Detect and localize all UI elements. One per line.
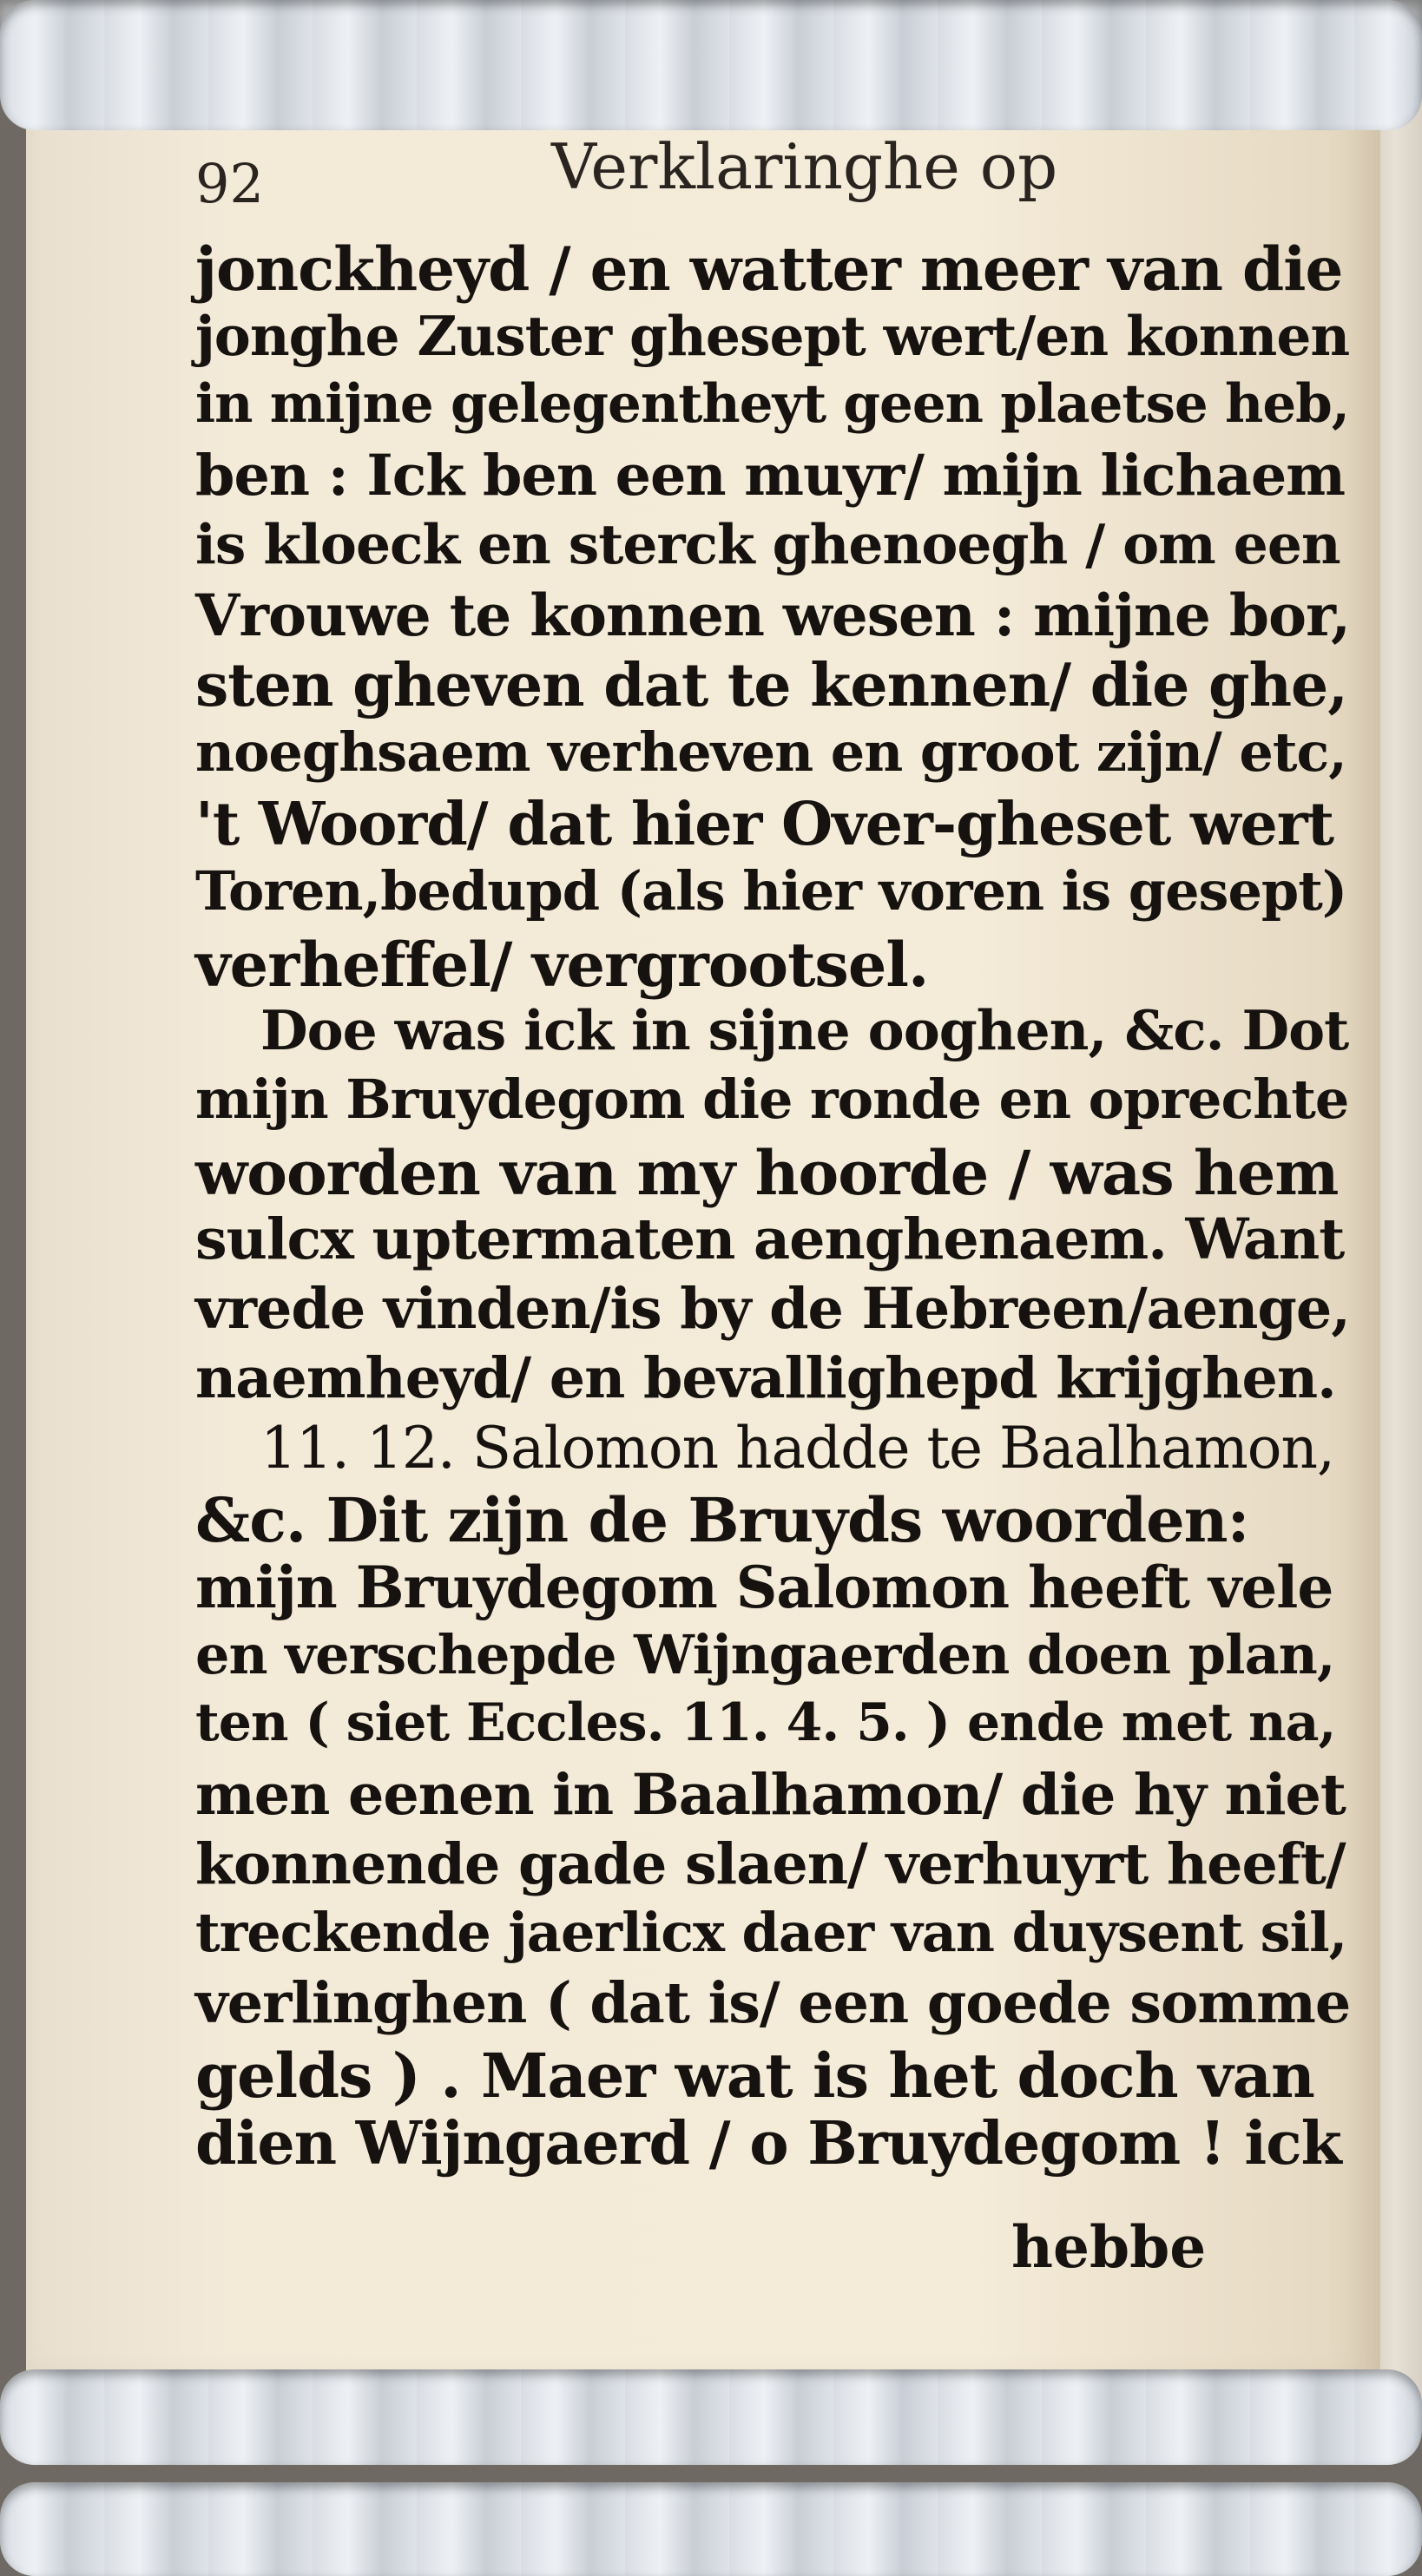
text-line: jonghe Zuster ghesept wert/en konnen (195, 304, 1350, 368)
text-line: sulcx uptermaten aenghenaem. Want (195, 1206, 1345, 1272)
text-line: naemheyd/ en bevallighepd krijghen. (195, 1345, 1336, 1411)
text-line: verlinghen ( dat is/ een goede somme (195, 1970, 1351, 2036)
text-line: woorden van my hoorde / was hem (195, 1137, 1339, 1209)
text-line: treckende jaerlicx daer van duysent sil, (195, 1901, 1347, 1964)
catchword: hebbe (1011, 2213, 1207, 2281)
text-line: sten gheven dat te kennen/ die ghe, (195, 651, 1347, 720)
text-line: verheffel/ vergrootsel. (195, 929, 929, 1001)
running-title: Verklaringhe op (551, 130, 1058, 203)
text-line: dien Wijngaerd / o Bruydegom ! ick (195, 2109, 1341, 2178)
text-line: 't Woord/ dat hier Over-gheset wert (195, 790, 1334, 859)
text-line: jonckheyd / en watter meer van die (195, 234, 1343, 305)
text-line: in mijne gelegentheyt geen plaetse heb, (195, 373, 1350, 435)
text-line: &c. Dit zijn de Bruyds woorden: (195, 1484, 1249, 1556)
text-line: ten ( siet Eccles. 11. 4. 5. ) ende met na, (195, 1692, 1336, 1753)
binding-cord-bottom (0, 2369, 1422, 2465)
text-line: gelds ) . Maer wat is het doch van (195, 2040, 1314, 2112)
page-header (195, 126, 1341, 221)
text-line: 11. 12. Salomon hadde te Baalhamon, (260, 1415, 1335, 1482)
text-line: Doe was ick in sijne ooghen, &c. Dot (260, 998, 1349, 1062)
binding-cord-top (0, 0, 1422, 130)
binding-cord-bottom-lower (0, 2482, 1422, 2576)
text-line: konnende gade slaen/ verhuyrt heeft/ (195, 1831, 1346, 1897)
page-number: 92 (195, 152, 264, 215)
text-line: noeghsaem verheven en groot zijn/ etc, (195, 720, 1346, 784)
text-line: ben : Ick ben een muyr/ mijn lichaem (195, 443, 1346, 509)
text-line: is kloeck en sterck ghenoegh / om een (195, 512, 1340, 576)
text-line: vrede vinden/is by de Hebreen/aenge, (195, 1276, 1350, 1342)
text-line: men eenen in Baalhamon/ die hy niet (195, 1762, 1346, 1828)
text-line: mijn Bruydegom die ronde en oprechte (195, 1068, 1349, 1131)
text-line: en verschepde Wijngaerden doen plan, (195, 1623, 1335, 1686)
text-line: Toren,bedupd (als hier voren is gesept) (195, 859, 1347, 923)
text-line: Vrouwe te konnen wesen : mijne bor, (195, 582, 1351, 649)
text-line: mijn Bruydegom Salomon heeft vele (195, 1554, 1333, 1621)
